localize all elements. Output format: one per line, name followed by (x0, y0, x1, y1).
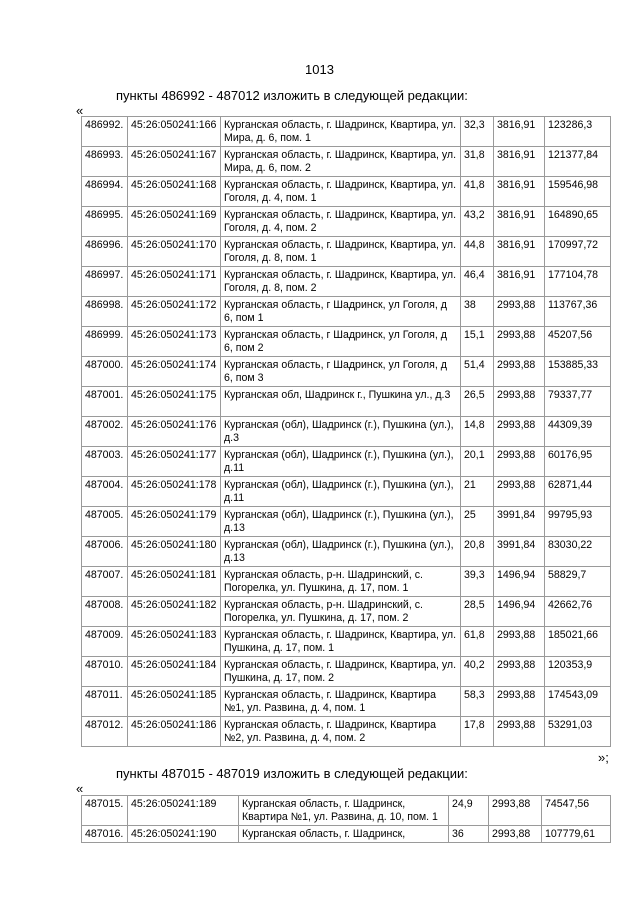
table-row (82, 117, 611, 147)
price-cell: 2993,88 (494, 687, 545, 717)
row-number-cell: 487010. (82, 657, 128, 687)
address-cell: Курганская область, г Шадринск, ул Гоголя, д 6, пом 2 (221, 327, 461, 357)
price-cell: 3816,91 (494, 267, 545, 297)
table-row (82, 507, 611, 537)
page-number: 1013 (305, 62, 334, 77)
address-cell: Курганская область, г Шадринск, ул Гоголя, д 6, пом 1 (221, 297, 461, 327)
total-cell: 123286,3 (545, 117, 611, 147)
total-cell: 185021,66 (545, 627, 611, 657)
total-cell: 174543,09 (545, 687, 611, 717)
cadastral-number-cell: 45:26:050241:181 (128, 567, 221, 597)
area-cell: 51,4 (461, 357, 494, 387)
total-cell: 113767,36 (545, 297, 611, 327)
table-row (82, 477, 611, 507)
total-cell: 58829,7 (545, 567, 611, 597)
price-cell: 1496,94 (494, 597, 545, 627)
total-cell: 53291,03 (545, 717, 611, 747)
area-cell: 17,8 (461, 717, 494, 747)
total-cell: 79337,77 (545, 387, 611, 417)
address-cell: Курганская область, р-н. Шадринский, с. Погорелка, ул. Пушкина, д. 17, пом. 1 (221, 567, 461, 597)
total-cell: 74547,56 (542, 796, 611, 826)
area-cell: 46,4 (461, 267, 494, 297)
cadastral-number-cell: 45:26:050241:183 (128, 627, 221, 657)
address-cell: Курганская область, г. Шадринск, Квартира, ул. Мира, д. 6, пом. 1 (221, 117, 461, 147)
area-cell: 20,1 (461, 447, 494, 477)
cadastral-number-cell: 45:26:050241:166 (128, 117, 221, 147)
price-cell: 3991,84 (494, 507, 545, 537)
total-cell: 177104,78 (545, 267, 611, 297)
row-number-cell: 486992. (82, 117, 128, 147)
address-cell: Курганская область, г. Шадринск, Квартира, ул. Гоголя, д. 4, пом. 2 (221, 207, 461, 237)
area-cell: 25 (461, 507, 494, 537)
total-cell: 60176,95 (545, 447, 611, 477)
row-number-cell: 487004. (82, 477, 128, 507)
table-row (82, 387, 611, 417)
price-cell: 3816,91 (494, 117, 545, 147)
section1-close-quote: »; (598, 750, 609, 765)
address-cell: Курганская обл, Шадринск г., Пушкина ул., д.3 (221, 387, 461, 417)
total-cell: 42662,76 (545, 597, 611, 627)
cadastral-number-cell: 45:26:050241:178 (128, 477, 221, 507)
address-cell: Курганская область, г. Шадринск, Квартира №2, ул. Развина, д. 4, пом. 2 (221, 717, 461, 747)
table-row (82, 177, 611, 207)
row-number-cell: 487002. (82, 417, 128, 447)
section2-table (81, 795, 611, 843)
area-cell: 58,3 (461, 687, 494, 717)
address-cell: Курганская область, г. Шадринск, Квартира, ул. Гоголя, д. 8, пом. 1 (221, 237, 461, 267)
price-cell: 3816,91 (494, 237, 545, 267)
price-cell: 3816,91 (494, 177, 545, 207)
table-row (82, 237, 611, 267)
total-cell: 170997,72 (545, 237, 611, 267)
row-number-cell: 487011. (82, 687, 128, 717)
area-cell: 14,8 (461, 417, 494, 447)
row-number-cell: 486995. (82, 207, 128, 237)
area-cell: 24,9 (449, 796, 489, 826)
row-number-cell: 486999. (82, 327, 128, 357)
total-cell: 120353,9 (545, 657, 611, 687)
table-row (82, 147, 611, 177)
row-number-cell: 487008. (82, 597, 128, 627)
cadastral-number-cell: 45:26:050241:167 (128, 147, 221, 177)
area-cell: 21 (461, 477, 494, 507)
total-cell: 159546,98 (545, 177, 611, 207)
section1-heading: пункты 486992 - 487012 изложить в следующей редакции: (116, 88, 468, 103)
price-cell: 2993,88 (494, 417, 545, 447)
table-row (82, 207, 611, 237)
cadastral-number-cell: 45:26:050241:172 (128, 297, 221, 327)
price-cell: 2993,88 (489, 796, 542, 826)
price-cell: 2993,88 (494, 357, 545, 387)
price-cell: 3816,91 (494, 147, 545, 177)
area-cell: 40,2 (461, 657, 494, 687)
cadastral-number-cell: 45:26:050241:185 (128, 687, 221, 717)
price-cell: 2993,88 (489, 826, 542, 843)
section1-open-quote: « (76, 103, 84, 118)
table-row (82, 597, 611, 627)
table-row (82, 567, 611, 597)
cadastral-number-cell: 45:26:050241:186 (128, 717, 221, 747)
address-cell: Курганская область, г. Шадринск, Квартира №1, ул. Развина, д. 10, пом. 1 (239, 796, 449, 826)
price-cell: 3816,91 (494, 207, 545, 237)
cadastral-number-cell: 45:26:050241:176 (128, 417, 221, 447)
table-row (82, 717, 611, 747)
area-cell: 61,8 (461, 627, 494, 657)
cadastral-number-cell: 45:26:050241:190 (128, 826, 239, 843)
cadastral-number-cell: 45:26:050241:189 (128, 796, 239, 826)
table-row (82, 297, 611, 327)
table-row (82, 627, 611, 657)
price-cell: 2993,88 (494, 477, 545, 507)
address-cell: Курганская область, г. Шадринск, Квартира, ул. Пушкина, д. 17, пом. 1 (221, 627, 461, 657)
table-row (82, 657, 611, 687)
price-cell: 1496,94 (494, 567, 545, 597)
cadastral-number-cell: 45:26:050241:174 (128, 357, 221, 387)
table-row (82, 826, 611, 843)
address-cell: Курганская область, г. Шадринск, Квартира, ул. Гоголя, д. 4, пом. 1 (221, 177, 461, 207)
cadastral-number-cell: 45:26:050241:168 (128, 177, 221, 207)
address-cell: Курганская (обл), Шадринск (г.), Пушкина (ул.), д.11 (221, 477, 461, 507)
cadastral-number-cell: 45:26:050241:173 (128, 327, 221, 357)
row-number-cell: 487005. (82, 507, 128, 537)
area-cell: 38 (461, 297, 494, 327)
cadastral-number-cell: 45:26:050241:171 (128, 267, 221, 297)
address-cell: Курганская (обл), Шадринск (г.), Пушкина (ул.), д.13 (221, 507, 461, 537)
table-row (82, 357, 611, 387)
area-cell: 44,8 (461, 237, 494, 267)
area-cell: 39,3 (461, 567, 494, 597)
total-cell: 45207,56 (545, 327, 611, 357)
row-number-cell: 486996. (82, 237, 128, 267)
cadastral-number-cell: 45:26:050241:182 (128, 597, 221, 627)
table-row (82, 447, 611, 477)
row-number-cell: 486994. (82, 177, 128, 207)
address-cell: Курганская область, г. Шадринск, Квартира, ул. Мира, д. 6, пом. 2 (221, 147, 461, 177)
table-row (82, 267, 611, 297)
address-cell: Курганская (обл), Шадринск (г.), Пушкина (ул.), д.13 (221, 537, 461, 567)
price-cell: 3991,84 (494, 537, 545, 567)
table-row (82, 687, 611, 717)
row-number-cell: 487000. (82, 357, 128, 387)
address-cell: Курганская область, г. Шадринск, Квартира, ул. Гоголя, д. 8, пом. 2 (221, 267, 461, 297)
row-number-cell: 486993. (82, 147, 128, 177)
row-number-cell: 486998. (82, 297, 128, 327)
table-row (82, 417, 611, 447)
cadastral-number-cell: 45:26:050241:180 (128, 537, 221, 567)
table-row (82, 327, 611, 357)
area-cell: 26,5 (461, 387, 494, 417)
price-cell: 2993,88 (494, 327, 545, 357)
price-cell: 2993,88 (494, 627, 545, 657)
total-cell: 62871,44 (545, 477, 611, 507)
area-cell: 31,8 (461, 147, 494, 177)
table-row (82, 796, 611, 826)
row-number-cell: 487006. (82, 537, 128, 567)
address-cell: Курганская область, г. Шадринск, (239, 826, 449, 843)
area-cell: 28,5 (461, 597, 494, 627)
price-cell: 2993,88 (494, 447, 545, 477)
area-cell: 36 (449, 826, 489, 843)
price-cell: 2993,88 (494, 657, 545, 687)
address-cell: Курганская область, г. Шадринск, Квартира, ул. Пушкина, д. 17, пом. 2 (221, 657, 461, 687)
cadastral-number-cell: 45:26:050241:177 (128, 447, 221, 477)
row-number-cell: 487003. (82, 447, 128, 477)
section2-heading: пункты 487015 - 487019 изложить в следующей редакции: (116, 766, 468, 781)
total-cell: 44309,39 (545, 417, 611, 447)
address-cell: Курганская (обл), Шадринск (г.), Пушкина (ул.), д.11 (221, 447, 461, 477)
cadastral-number-cell: 45:26:050241:175 (128, 387, 221, 417)
price-cell: 2993,88 (494, 717, 545, 747)
row-number-cell: 486997. (82, 267, 128, 297)
total-cell: 121377,84 (545, 147, 611, 177)
cadastral-number-cell: 45:26:050241:169 (128, 207, 221, 237)
address-cell: Курганская область, р-н. Шадринский, с. Погорелка, ул. Пушкина, д. 17, пом. 2 (221, 597, 461, 627)
row-number-cell: 487015. (82, 796, 128, 826)
address-cell: Курганская область, г. Шадринск, Квартира №1, ул. Развина, д. 4, пом. 1 (221, 687, 461, 717)
price-cell: 2993,88 (494, 297, 545, 327)
cadastral-number-cell: 45:26:050241:170 (128, 237, 221, 267)
row-number-cell: 487001. (82, 387, 128, 417)
area-cell: 15,1 (461, 327, 494, 357)
area-cell: 43,2 (461, 207, 494, 237)
area-cell: 20,8 (461, 537, 494, 567)
cadastral-number-cell: 45:26:050241:179 (128, 507, 221, 537)
cadastral-number-cell: 45:26:050241:184 (128, 657, 221, 687)
row-number-cell: 487007. (82, 567, 128, 597)
address-cell: Курганская область, г Шадринск, ул Гоголя, д 6, пом 3 (221, 357, 461, 387)
section2-open-quote: « (76, 781, 84, 796)
row-number-cell: 487009. (82, 627, 128, 657)
table-row (82, 537, 611, 567)
area-cell: 41,8 (461, 177, 494, 207)
section1-table (81, 116, 611, 747)
row-number-cell: 487012. (82, 717, 128, 747)
total-cell: 107779,61 (542, 826, 611, 843)
total-cell: 153885,33 (545, 357, 611, 387)
row-number-cell: 487016. (82, 826, 128, 843)
price-cell: 2993,88 (494, 387, 545, 417)
address-cell: Курганская (обл), Шадринск (г.), Пушкина (ул.), д.3 (221, 417, 461, 447)
total-cell: 99795,93 (545, 507, 611, 537)
total-cell: 83030,22 (545, 537, 611, 567)
total-cell: 164890,65 (545, 207, 611, 237)
area-cell: 32,3 (461, 117, 494, 147)
